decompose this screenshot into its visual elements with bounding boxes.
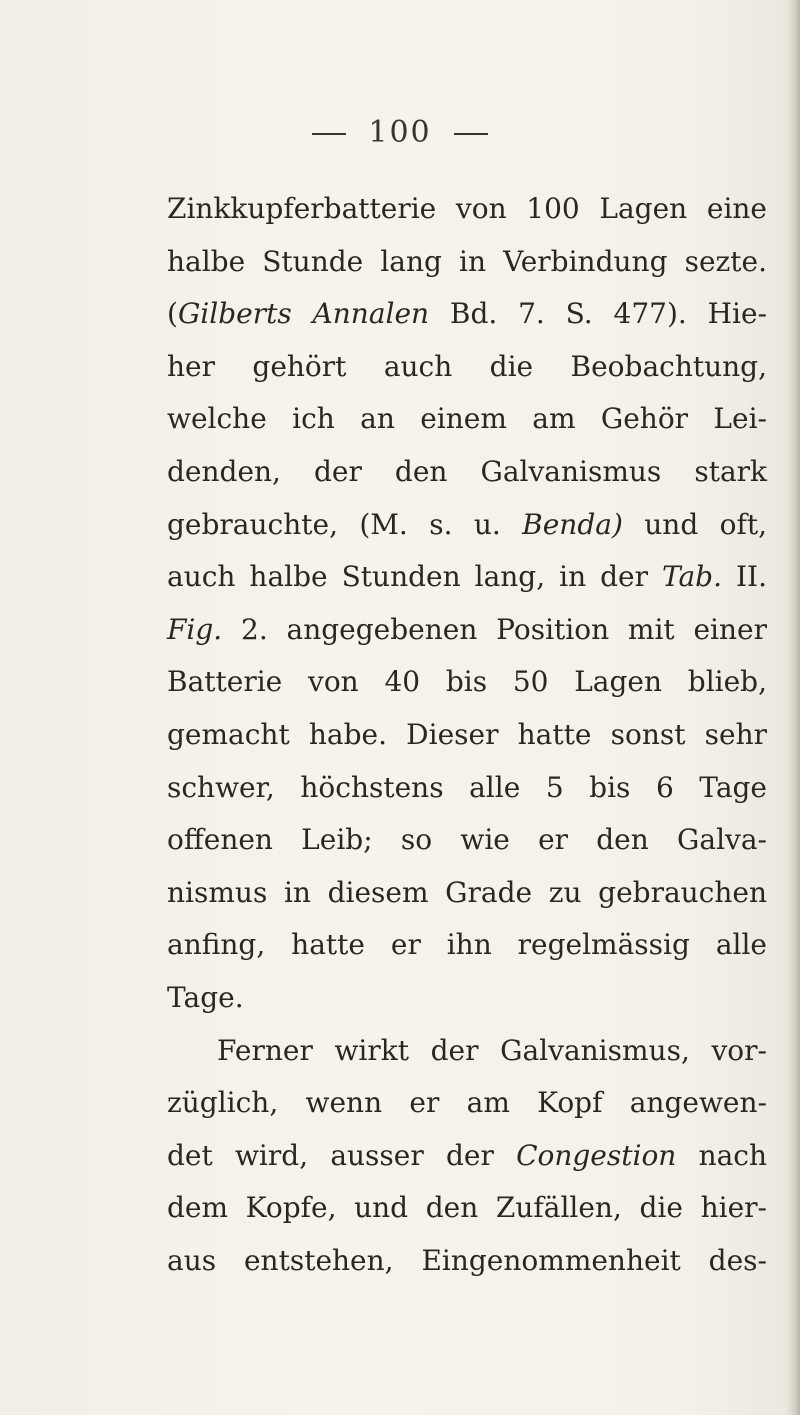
text-line (167, 656, 767, 709)
text-line (167, 551, 767, 604)
text-line (167, 1235, 767, 1288)
italic-segment: Benda) (522, 507, 623, 541)
header-dash-right (454, 133, 488, 135)
text-line (167, 236, 767, 289)
text-segment: dem Kopfe, und den Zufällen, die hier- (167, 1191, 767, 1225)
page-number: 100 (368, 115, 432, 150)
text-line (167, 393, 767, 446)
text-segment: II. (722, 560, 768, 594)
text-segment: aus entstehen, Eingenommenheit des- (167, 1243, 767, 1277)
text-segment: offenen Leib; so wie er den Galva- (167, 823, 767, 857)
text-line (167, 919, 767, 972)
text-segment: anfing, hatte er ihn regelmässig alle (167, 928, 767, 962)
text-line (167, 341, 767, 394)
italic-segment: Gilberts Annalen (177, 297, 430, 331)
text-segment: Batterie von 40 bis 50 Lagen blieb, (167, 665, 767, 699)
text-line (167, 604, 767, 657)
text-line (167, 1130, 767, 1183)
italic-segment: Tab. (661, 560, 722, 594)
text-segment: Bd. 7. S. 477). Hie- (429, 297, 768, 331)
italic-segment: Congestion (516, 1138, 677, 1172)
text-segment: nach (676, 1138, 768, 1172)
text-segment: 2. angegebenen Position mit einer (222, 612, 767, 646)
text-segment: schwer, höchstens alle 5 bis 6 Tage (167, 770, 767, 804)
page-edge-shadow (786, 0, 800, 1415)
text-line (167, 762, 767, 815)
text-segment: ( (167, 297, 178, 331)
text-line (167, 1025, 767, 1078)
text-segment: gemacht habe. Dieser hatte sonst sehr (167, 717, 767, 751)
text-line (167, 709, 767, 762)
text-line (167, 499, 767, 552)
text-line (167, 867, 767, 920)
text-segment: her gehört auch die Beobachtung, (167, 349, 767, 383)
header-dash-left (312, 133, 346, 135)
text-segment: halbe Stunde lang in Verbindung sezte. (167, 244, 767, 278)
text-segment: züglich, wenn er am Kopf angewen- (167, 1086, 767, 1120)
page-header (0, 115, 800, 150)
text-line (167, 446, 767, 499)
text-segment: und oft, (622, 507, 767, 541)
text-segment: denden, der den Galvanismus stark (167, 454, 767, 488)
text-line (167, 288, 767, 341)
text-line (167, 183, 767, 236)
text-segment: nismus in diesem Grade zu gebrauchen (167, 875, 767, 909)
body-text (167, 183, 767, 1287)
text-segment: welche ich an einem am Gehör Lei- (167, 402, 767, 436)
text-segment: Ferner wirkt der Galvanismus, vor- (217, 1033, 767, 1067)
text-line (167, 814, 767, 867)
text-segment: Zinkkupferbatterie von 100 Lagen eine (167, 192, 767, 225)
text-segment: det wird, ausser der (167, 1138, 517, 1172)
text-line (167, 1182, 767, 1235)
text-segment: gebrauchte, (M. s. u. (167, 507, 523, 541)
text-line (167, 972, 767, 1025)
text-line (167, 1077, 767, 1130)
text-segment: auch halbe Stunden lang, in der (167, 560, 662, 594)
text-segment: Tage. (167, 980, 244, 1014)
italic-segment: Fig. (167, 612, 223, 646)
